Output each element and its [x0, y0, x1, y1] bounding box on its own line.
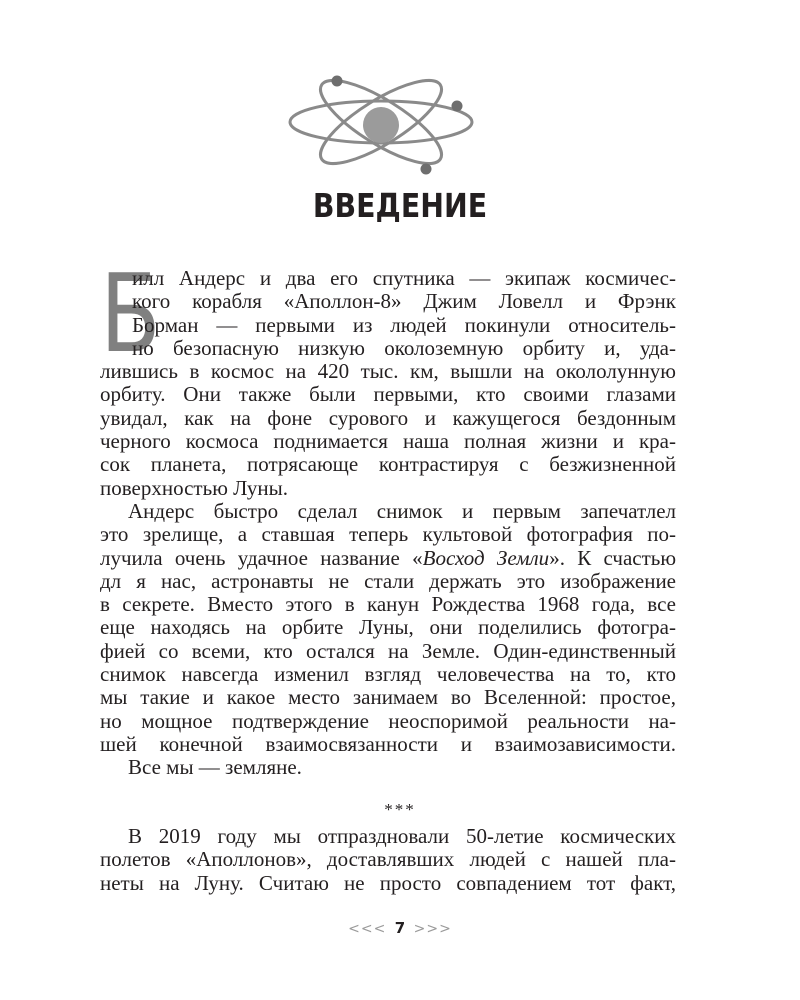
- text-line: дл я нас, астронавты не стали держать это изображение: [100, 568, 676, 593]
- text-line: кого корабля «Аполлон-8» Джим Ловелл и Фрэнк: [132, 289, 676, 314]
- text-line: шей конечной взаимосвязанности и взаимозависимости.: [100, 731, 676, 756]
- text-line: илл Андерс и два его спутника — экипаж космичес-: [132, 266, 676, 290]
- page-footer: [0, 919, 800, 937]
- text-line: увидал, как на фоне сурового и кажущегося бездонным: [100, 405, 676, 430]
- text-line: неты на Луну. Считаю не просто совпадением тот факт,: [100, 870, 676, 895]
- text-line: но безопасную низкую околоземную орбиту и, уда-: [132, 335, 676, 360]
- atom-orbit-icon: [288, 70, 474, 176]
- text-line: поверхностью Луны.: [100, 475, 288, 500]
- left-arrows: <<<: [348, 921, 387, 937]
- closing-text: [100, 825, 676, 895]
- text-line: это зрелище, а ставшая теперь культовой фотография по-: [100, 522, 676, 547]
- text-line: Борман — первыми из людей покинули относитель-: [132, 312, 676, 337]
- photo-title: Восход Земли: [422, 545, 550, 570]
- chapter-title: ВВЕДЕНИЕ: [312, 186, 488, 225]
- text-line: но мощное подтверждение неоспоримой реальности на-: [100, 708, 676, 733]
- text-line: Все мы — земляне.: [128, 755, 302, 780]
- text-line: [100, 547, 676, 570]
- text-line: снимок навсегда изменил взгляд человечества на то, кто: [100, 662, 676, 687]
- text-line: черного космоса поднимается наша полная жизни и кра-: [100, 429, 676, 454]
- drop-cap: Б: [100, 252, 161, 377]
- text-line: сок планета, потрясающе контрастируя с безжизненной: [100, 452, 676, 477]
- text-line: Андерс быстро сделал снимок и первым запечатлел: [128, 498, 676, 523]
- text-line: еще находясь на орбите Луны, они поделились фотогра-: [100, 615, 676, 640]
- text-line: в секрете. Вместо этого в канун Рождества 1968 года, все: [100, 592, 676, 617]
- body-text: [100, 252, 677, 780]
- right-arrows: >>>: [413, 921, 452, 937]
- text-line: лившись в космос на 420 тыс. км, вышли на окололунную: [100, 359, 676, 384]
- text-line: орбиту. Они также были первыми, кто своими глазами: [100, 382, 676, 407]
- text-line: мы такие и какое место занимаем во Вселенной: простое,: [100, 685, 676, 710]
- text-line: полетов «Аполлонов», доставлявших людей с нашей пла-: [100, 847, 676, 872]
- page-number: 7: [394, 919, 406, 937]
- section-separator: ***: [384, 800, 416, 819]
- text-line: фией со всеми, кто остался на Земле. Один-единственный: [100, 638, 676, 663]
- text-fragment: лучила очень удачное название «: [100, 545, 423, 570]
- text-line: В 2019 году мы отпраздновали 50-летие космических: [128, 824, 676, 848]
- text-fragment: ». К счастью: [549, 545, 677, 570]
